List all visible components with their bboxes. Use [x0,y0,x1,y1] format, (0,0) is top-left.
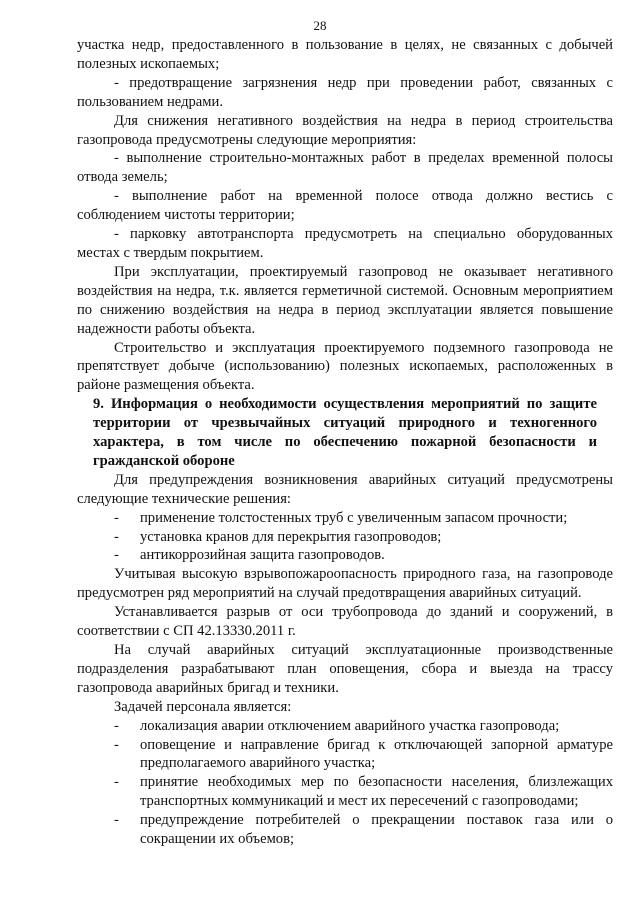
intro-paragraph: Для предупреждения возникновения аварийных ситуаций предусмотрены следующие технические решения: [77,471,613,507]
paragraph: На случай аварийных ситуаций эксплуатационные производственные подразделения разрабатывают план оповещения, сбора и выезда на трассу газопровода аварийных бригад и техники. [77,642,613,696]
bullet-text: локализация аварии отключением аварийного участка газопровода; [140,717,560,734]
bullet-dash: - [114,547,119,564]
bullet-text: антикоррозийная защита газопроводов. [140,547,385,564]
list-item [77,717,613,736]
paragraph: Учитывая высокую взрывопожароопасность природного газа, на газопроводе предусмотрен ряд мероприятий на случай предотвращения аварийных ситуаций. [77,566,613,602]
bullet-text: оповещение и направление бригад к отключающей запорной арматуре предполагаемого аварийного участка; [140,736,613,772]
paragraph: Устанавливается разрыв от оси трубопровода до зданий и сооружений, в соответствии с СП 42.13330.2011 г. [77,604,613,640]
bullet-dash: - [114,736,119,753]
paragraph: При эксплуатации, проектируемый газопровод не оказывает негативного воздействия на недра, т.к. является герметичной системой. Основным мероприятием по снижению воздействия на недра в период эксплуатации является повышение надежности работы объекта. [77,263,613,337]
bullet-text: принятие необходимых мер по безопасности населения, близлежащих транспортных коммуникаций и мест их пересечений с газопроводами; [140,774,613,810]
bullet-dash: - [114,774,119,791]
technical-solutions-list [77,509,613,566]
paragraph: Для снижения негативного воздействия на недра в период строительства газопровода предусмотрены следующие мероприятия: [77,112,613,148]
paragraph: - выполнение работ на временной полосе отвода должно вестись с соблюдением чистоты территории; [77,188,613,224]
paragraph: - предотвращение загрязнения недр при проведении работ, связанных с пользованием недрами. [77,74,613,110]
text-block-before-heading [77,36,613,395]
paragraph: - выполнение строительно-монтажных работ в пределах временной полосы отвода земель; [77,150,613,186]
bullet-dash: - [114,509,119,526]
bullet-text: установка кранов для перекрытия газопроводов; [140,528,442,545]
section-heading: 9. Информация о необходимости осуществления мероприятий по защите территории от чрезвычайных ситуаций природного и техногенного характера, в том числе по обеспечению пожарной безопасности и гражданской обороне [93,396,597,469]
paragraph: участка недр, предоставленного в пользование в целях, не связанных с добычей полезных ископаемых; [77,37,613,72]
bullet-dash: - [114,717,119,734]
list-item [77,509,613,528]
bullet-text: предупреждение потребителей о прекращении поставок газа или о сокращении их объемов; [140,812,613,848]
list-item [77,811,613,849]
list-item [77,546,613,565]
bullet-text: применение толстостенных труб с увеличенным запасом прочности; [140,509,568,526]
paragraph: Строительство и эксплуатация проектируемого подземного газопровода не препятствует добыче (использованию) полезных ископаемых, расположенных в районе размещения объекта. [77,339,613,394]
list-item [77,528,613,547]
personnel-tasks-list [77,717,613,849]
paragraph: - парковку автотранспорта предусмотреть на специально оборудованных местах с твердым покрытием. [77,226,613,261]
document-body [77,36,613,849]
list-item [77,736,613,774]
bullet-dash: - [114,812,119,829]
list-item [77,773,613,811]
bullet-dash: - [114,528,119,545]
page-number: 28 [313,18,327,33]
paragraph: Задачей персонала является: [114,698,292,715]
text-block-middle [77,565,613,716]
